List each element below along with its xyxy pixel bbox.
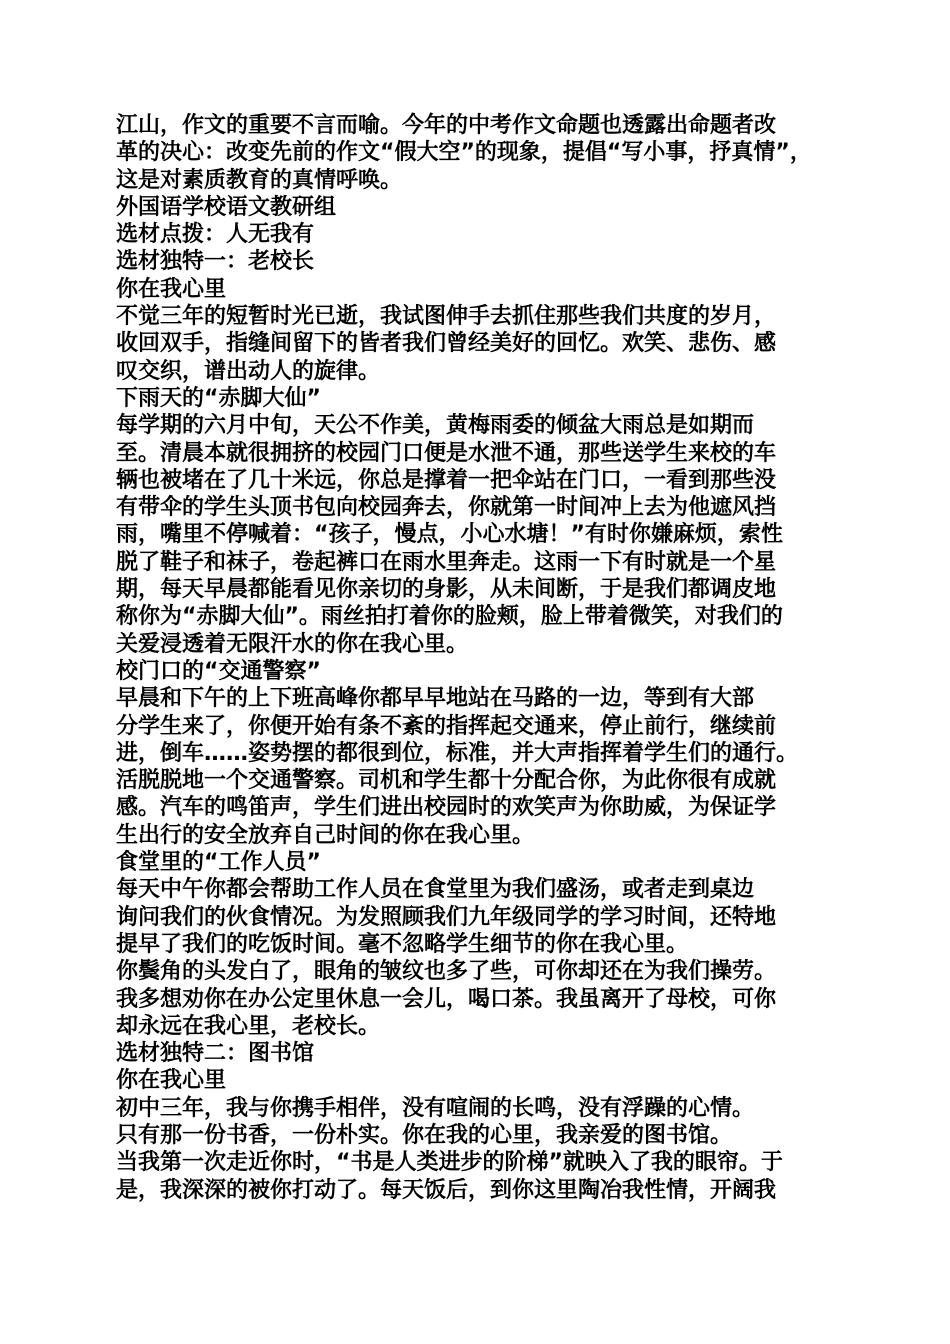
text-line: 这是对素质教育的真情呼唤。 [116, 167, 403, 193]
text-line: 期，每天早晨都能看见你亲切的身影，从未间断，于是我们都调皮地 [116, 577, 777, 603]
section-heading: 选材点拨：人无我有 [116, 222, 315, 248]
text-line: 革的决心：改变先前的作文“假大空”的现象，提倡“写小事，抒真情”， [116, 140, 812, 166]
text-line: 叹交织，谱出动人的旋律。 [116, 358, 381, 384]
section-heading: 选材独特二：图书馆 [116, 1041, 315, 1067]
text-line: 当我第一次走近你时，“书是人类进步的阶梯”就映入了我的眼帘。于 [116, 1150, 783, 1176]
text-line: 每学期的六月中旬，天公不作美，黄梅雨委的倾盆大雨总是如期而 [116, 413, 755, 439]
text-line: 活脱脱地一个交通警察。司机和学生都十分配合你，为此你很有成就 [116, 768, 777, 794]
text-line: 每天中午你都会帮助工作人员在食堂里为我们盛汤，或者走到桌边 [116, 877, 755, 903]
text-line: 关爱浸透着无限汗水的你在我心里。 [116, 631, 469, 657]
text-line: 至。清晨本就很拥挤的校园门口便是水泄不通，那些送学生来校的车 [116, 440, 777, 466]
text-line: 脱了鞋子和袜子，卷起裤口在雨水里奔走。这雨一下有时就是一个星 [116, 549, 777, 575]
text-line: 初中三年，我与你携手相伴，没有喧闹的长鸣，没有浮躁的心情。 [116, 1095, 755, 1121]
document-page [116, 112, 856, 1204]
text-line: 不觉三年的短暂时光已逝，我试图伸手去抓住那些我们共度的岁月， [116, 304, 777, 330]
text-line: 只有那一份书香，一份朴实。你在我的心里，我亲爱的图书馆。 [116, 1122, 733, 1148]
subheading: 校门口的“交通警察” [116, 658, 321, 684]
text-line: 收回双手，指缝间留下的皆者我们曾经美好的回忆。欢笑、悲伤、感 [116, 331, 777, 357]
text-line: 你鬓角的头发白了，眼角的皱纹也多了些，可你却还在为我们操劳。 [116, 959, 777, 985]
text-line: 江山，作文的重要不言而喻。今年的中考作文命题也透露出命题者改 [116, 113, 777, 138]
text-line: 询问我们的伙食情况。为发照顾我们九年级同学的学习时间，还特地 [116, 904, 777, 930]
text-line: 提早了我们的吃饭时间。毫不忽略学生细节的你在我心里。 [116, 931, 689, 957]
text-line: 生出行的安全放弃自己时间的你在我心里。 [116, 822, 535, 848]
essay-title: 你在我心里 [116, 276, 227, 302]
text-line: 分学生来了，你便开始有条不紊的指挥起交通来，停止前行，继续前 [116, 713, 777, 739]
text-line: 我多想劝你在办公定里休息一会儿，喝口茶。我虽离开了母校，可你 [116, 986, 777, 1012]
text-line: 却永远在我心里，老校长。 [116, 1013, 381, 1039]
text-line: 早晨和下午的上下班高峰你都早早地站在马路的一边，等到有大部 [116, 686, 755, 712]
subheading: 下雨天的“赤脚大仙” [116, 385, 321, 411]
author-line: 外国语学校语文教研组 [116, 194, 337, 220]
subheading: 食堂里的“工作人员” [116, 850, 321, 876]
text-line: 辆也被堵在了几十米远，你总是撑着一把伞站在门口，一看到那些没 [116, 467, 777, 493]
text-line: 称你为“赤脚大仙”。雨丝拍打着你的脸颊，脸上带着微笑，对我们的 [116, 604, 783, 630]
section-heading: 选材独特一：老校长 [116, 249, 315, 275]
text-line: 雨，嘴里不停喊着：“孩子，慢点，小心水塘！”有时你嫌麻烦，索性 [116, 522, 783, 548]
essay-title: 你在我心里 [116, 1068, 227, 1094]
text-line: 感。汽车的鸣笛声，学生们进出校园时的欢笑声为你助威，为保证学 [116, 795, 777, 821]
text-line: 有带伞的学生头顶书包向校园奔去，你就第一时间冲上去为他遮风挡 [116, 495, 777, 521]
text-line: 是，我深深的被你打动了。每天饭后，到你这里陶冶我性情，开阔我 [116, 1177, 777, 1203]
text-line: 进，倒车……姿势摆的都很到位，标准，并大声指挥着学生们的通行。 [116, 740, 799, 766]
